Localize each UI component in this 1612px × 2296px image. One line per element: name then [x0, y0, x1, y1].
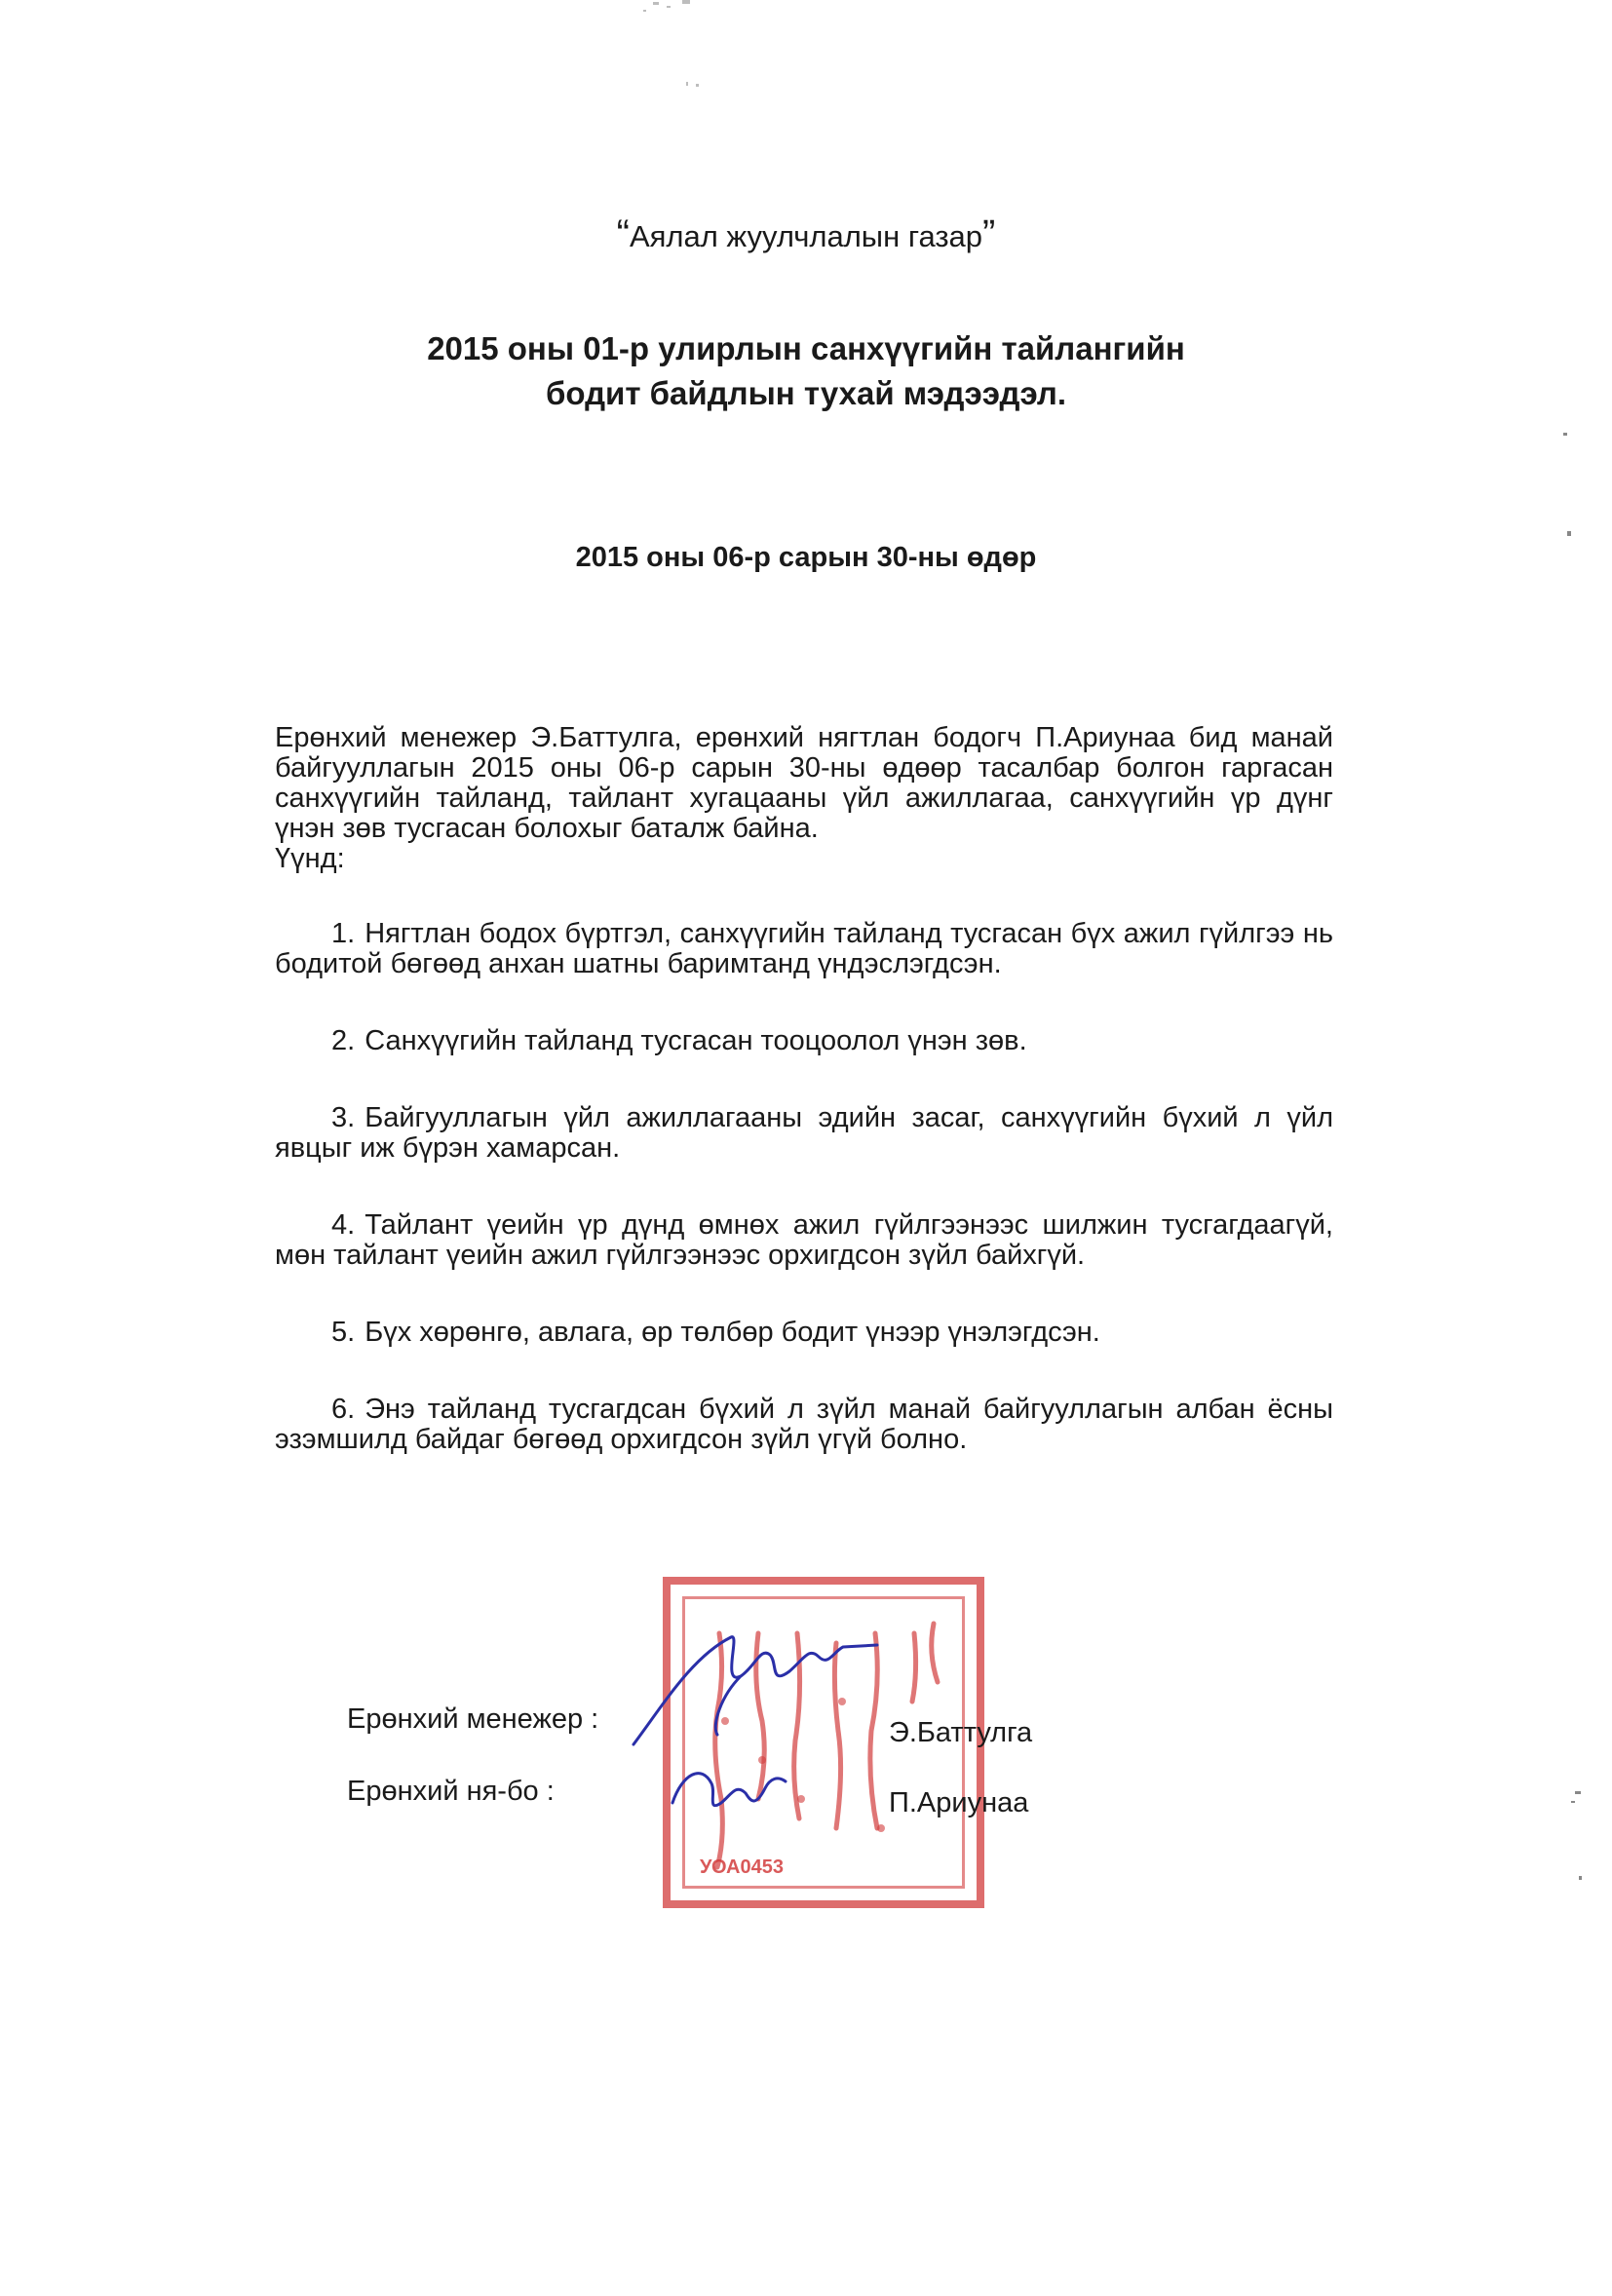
organization-text: Аялал жуулчлалын газар [629, 219, 983, 253]
list-item [275, 1026, 1333, 1056]
quote-close: ” [982, 212, 996, 255]
list-item [275, 1395, 1333, 1455]
title-line-2: бодит байдлын тухай мэдээдэл. [546, 375, 1066, 411]
document-title [0, 326, 1612, 416]
list-item-text: Санхүүгийн тайланд тусгасан тооцоолол үнэн зөв. [365, 1025, 1027, 1056]
list-item-number: 6. [331, 1394, 356, 1425]
stamp-code: УОА0453 [700, 1856, 784, 1878]
list-item-text: Бүх хөрөнгө, авлага, өр төлбөр бодит үнээр үнэлэгдсэн. [365, 1317, 1100, 1348]
organization-name [0, 212, 1612, 256]
list-item-number: 1. [331, 918, 356, 949]
title-line-1: 2015 оны 01-р улирлын санхүүгийн тайлангийн [427, 330, 1185, 366]
scan-noise-right [1559, 419, 1612, 1930]
list-heading: Үүнд: [275, 843, 345, 874]
list-item [275, 1318, 1333, 1348]
list-item-text: Тайлант үеийн үр дүнд өмнөх ажил гүйлгээнээс шилжин тусгагдаагүй, мөн тайлант үеийн ажил гүйлгээнээс орхигдсон зүйл байхгүй. [275, 1209, 1333, 1271]
quote-open: “ [616, 212, 630, 255]
list-item-number: 4. [331, 1209, 356, 1241]
list-item-text: Нягтлан бодох бүртгэл, санхүүгийн тайланд тусгасан бүх ажил гүйлгээ нь бодитой бөгөөд анхан шатны баримтанд үндэслэгдсэн. [275, 918, 1333, 979]
list-item [275, 1210, 1333, 1271]
manager-name: Э.Баттулга [889, 1717, 1033, 1748]
list-item-text: Энэ тайланд тусгагдсан бүхий л зүйл манай байгууллагын албан ёсны эзэмшилд байдаг бөгөөд орхигдсон зүйл үгүй болно. [275, 1394, 1333, 1455]
document-date: 2015 оны 06-р сарын 30-ны өдөр [575, 542, 1037, 573]
manager-label: Ерөнхий менежер : [347, 1703, 599, 1735]
scan-noise-top [624, 0, 741, 88]
list-item-number: 2. [331, 1025, 356, 1056]
intro-paragraph: Ерөнхий менежер Э.Баттулга, ерөнхий нягтлан бодогч П.Ариунаа бид манай байгууллагын 2015 оны 06-р сарын 30-ны өдөөр тасалбар болгон гаргасан санхүүгийн тайланд, тайлант хугацааны үйл ажиллагаа, санхүүгийн үр дүнг үнэн зөв тусгасан болохыг баталж байна. [275, 722, 1333, 844]
document-body [275, 723, 1333, 1502]
list-item-number: 3. [331, 1102, 356, 1133]
list-item [275, 1103, 1333, 1164]
manager-signature [624, 1618, 887, 1764]
accountant-label: Ерөнхий ня-бо : [347, 1776, 555, 1807]
list-item-text: Байгууллагын үйл ажиллагааны эдийн засаг, санхүүгийн бүхий л үйл явцыг иж бүрэн хамарсан. [275, 1102, 1333, 1164]
list-item [275, 919, 1333, 979]
accountant-name: П.Ариунаа [889, 1787, 1029, 1818]
accountant-signature [663, 1754, 799, 1842]
list-item-number: 5. [331, 1317, 356, 1348]
